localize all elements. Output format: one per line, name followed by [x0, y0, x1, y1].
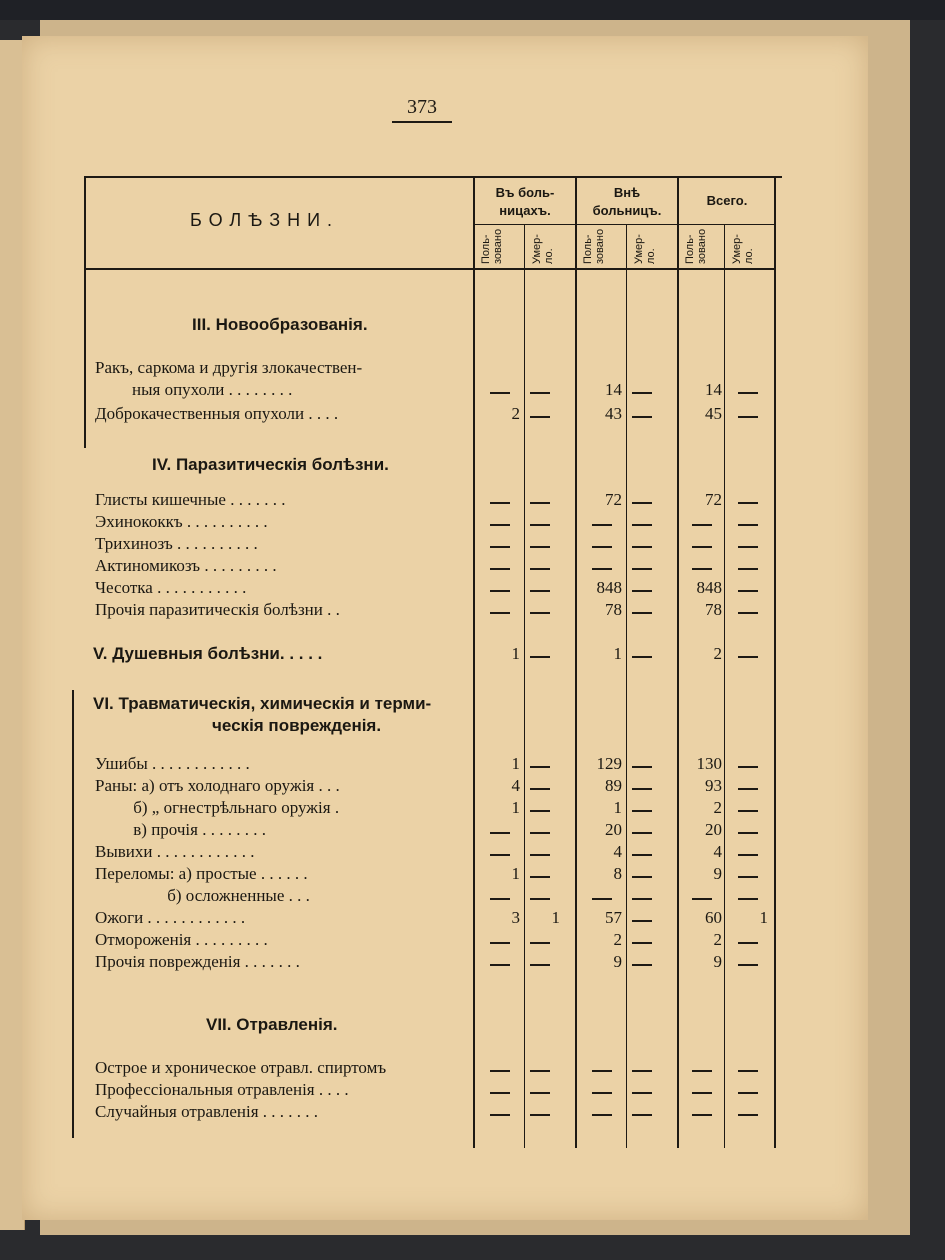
subcol-treated-1: Поль- зовано	[480, 228, 504, 264]
cell-value: 45	[705, 404, 722, 423]
cell-dash	[738, 788, 758, 790]
cell-dash	[632, 810, 652, 812]
cell-dash	[530, 656, 550, 658]
cell-dash	[530, 788, 550, 790]
cell-dash	[692, 1092, 712, 1094]
cell-dash	[632, 964, 652, 966]
cell-dash	[738, 590, 758, 592]
cell-dash	[738, 942, 758, 944]
cell-value: 848	[696, 578, 722, 597]
col-divider-5	[724, 224, 725, 1148]
cell-dash	[632, 876, 652, 878]
cell-dash	[738, 524, 758, 526]
cell-value: 2	[613, 930, 622, 949]
col-divider-4	[677, 176, 679, 1148]
cell-dash	[530, 612, 550, 614]
cell-value: 1	[613, 798, 622, 817]
row-label-continuation: ныя опухоли . . . . . . . .	[132, 380, 293, 399]
cell-value: 8	[613, 864, 622, 883]
cell-value: 4	[511, 776, 520, 795]
cell-value: 20	[605, 820, 622, 839]
cell-dash	[490, 502, 510, 504]
cell-dash	[738, 392, 758, 394]
cell-dash	[738, 766, 758, 768]
cell-dash	[530, 942, 550, 944]
cell-value: 1	[759, 908, 768, 927]
row-label: Доброкачественныя опухоли . . . .	[95, 404, 339, 423]
cell-value: 78	[605, 600, 622, 619]
cell-value: 1	[511, 754, 520, 773]
row-label: Глисты кишечные . . . . . . .	[95, 490, 286, 509]
row-label: б) осложненные . . .	[95, 886, 310, 905]
cell-dash	[738, 1070, 758, 1072]
cell-value: 72	[605, 490, 622, 509]
row-label: б) „ огнестрѣльнаго оружія .	[95, 798, 340, 817]
section-title-trauma-line1: VI. Травматическія, химическія и терми-	[93, 694, 432, 713]
cell-dash	[632, 568, 652, 570]
cell-dash	[632, 502, 652, 504]
cell-value: 1	[511, 864, 520, 883]
cell-value: 9	[613, 952, 622, 971]
cell-value: 1	[511, 644, 520, 663]
cell-dash	[632, 524, 652, 526]
cell-value: 129	[596, 754, 622, 773]
cell-dash	[632, 920, 652, 922]
col-divider-label	[473, 176, 475, 1148]
row-label: Трихинозъ . . . . . . . . . .	[95, 534, 258, 553]
cell-dash	[592, 1092, 612, 1094]
left-border-lower	[72, 690, 74, 1138]
right-border	[774, 176, 776, 1148]
cell-value: 14	[705, 380, 722, 399]
col-divider-1	[524, 224, 525, 1148]
group-header-outside-hospitals: Внѣ больницъ.	[592, 185, 662, 218]
cell-dash	[738, 854, 758, 856]
cell-dash	[490, 612, 510, 614]
col-divider-2	[575, 176, 577, 1148]
cell-dash	[632, 392, 652, 394]
cell-dash	[490, 568, 510, 570]
cell-dash	[592, 898, 612, 900]
cell-dash	[738, 612, 758, 614]
group-header-total: Всего.	[706, 193, 748, 208]
section-title-parasitic: IV. Паразитическія болѣзни.	[152, 455, 389, 474]
cell-dash	[592, 568, 612, 570]
cell-dash	[530, 590, 550, 592]
cell-dash	[692, 568, 712, 570]
cell-dash	[530, 810, 550, 812]
cell-dash	[592, 1070, 612, 1072]
subcol-died-3: Умер- ло.	[731, 234, 755, 264]
cell-dash	[490, 524, 510, 526]
cell-dash	[530, 876, 550, 878]
cell-dash	[490, 898, 510, 900]
cell-value: 9	[713, 864, 722, 883]
cell-value: 1	[551, 908, 560, 927]
section-title-neoplasms: III. Новообразованія.	[192, 315, 368, 334]
cell-dash	[530, 1070, 550, 1072]
section-title-poisoning: VII. Отравленія.	[206, 1015, 338, 1034]
row-label: Профессіональныя отравленія . . . .	[95, 1080, 349, 1099]
cell-value: 4	[713, 842, 722, 861]
cell-dash	[738, 810, 758, 812]
column-header-diseases: БОЛѢЗНИ.	[190, 210, 340, 230]
cell-value: 14	[605, 380, 622, 399]
cell-dash	[530, 546, 550, 548]
cell-dash	[530, 832, 550, 834]
subcol-treated-2: Поль- зовано	[582, 228, 606, 264]
cell-value: 2	[713, 930, 722, 949]
header-bottom-rule	[84, 268, 774, 270]
cell-dash	[738, 832, 758, 834]
row-label: Прочія поврежденія . . . . . . .	[95, 952, 300, 971]
cell-dash	[530, 416, 550, 418]
cell-dash	[692, 546, 712, 548]
cell-dash	[530, 898, 550, 900]
cell-value: 43	[605, 404, 622, 423]
row-label: Ожоги . . . . . . . . . . . .	[95, 908, 246, 927]
row-label: Эхинококкъ . . . . . . . . . .	[95, 512, 268, 531]
cell-value: 848	[596, 578, 622, 597]
cell-dash	[632, 898, 652, 900]
cell-value: 2	[713, 798, 722, 817]
cell-dash	[632, 656, 652, 658]
row-label: Случайныя отравленія . . . . . . .	[95, 1102, 319, 1121]
cell-dash	[490, 1092, 510, 1094]
cell-dash	[692, 1070, 712, 1072]
cell-dash	[490, 546, 510, 548]
cell-dash	[692, 524, 712, 526]
cell-value: 1	[613, 644, 622, 663]
cell-dash	[738, 568, 758, 570]
section-title-trauma-line2: ческія поврежденія.	[212, 716, 382, 735]
cell-value: 2	[511, 404, 520, 423]
cell-dash	[530, 568, 550, 570]
cell-dash	[490, 392, 510, 394]
cell-dash	[738, 876, 758, 878]
cell-value: 89	[605, 776, 622, 795]
row-label: Отмороженія . . . . . . . . .	[95, 930, 268, 949]
cell-dash	[530, 502, 550, 504]
page-number: 373	[392, 96, 452, 123]
cell-dash	[632, 942, 652, 944]
cell-dash	[632, 416, 652, 418]
cell-dash	[692, 898, 712, 900]
section-title-mental: V. Душевныя болѣзни. . . . .	[93, 644, 323, 663]
row-label: Чесотка . . . . . . . . . . .	[95, 578, 247, 597]
cell-dash	[592, 546, 612, 548]
cell-dash	[530, 1092, 550, 1094]
cell-dash	[490, 942, 510, 944]
row-label: Острое и хроническое отравл. спиртомъ	[95, 1058, 387, 1077]
row-label: Вывихи . . . . . . . . . . . .	[95, 842, 255, 861]
subcol-died-1: Умер- ло.	[531, 234, 555, 264]
cell-dash	[530, 854, 550, 856]
cell-value: 2	[713, 644, 722, 663]
cell-dash	[530, 524, 550, 526]
cell-dash	[738, 1092, 758, 1094]
row-label: в) прочія . . . . . . . .	[95, 820, 266, 839]
cell-dash	[490, 854, 510, 856]
col-divider-3	[626, 224, 627, 1148]
cell-dash	[592, 524, 612, 526]
cell-value: 93	[705, 776, 722, 795]
cell-dash	[530, 766, 550, 768]
cell-dash	[738, 546, 758, 548]
cell-value: 9	[713, 952, 722, 971]
cell-dash	[632, 590, 652, 592]
cell-dash	[530, 1114, 550, 1116]
cell-dash	[490, 1070, 510, 1072]
cell-dash	[632, 832, 652, 834]
cell-dash	[632, 612, 652, 614]
cell-dash	[490, 964, 510, 966]
cell-dash	[738, 964, 758, 966]
subcol-died-2: Умер- ло.	[633, 234, 657, 264]
row-label: Раны: а) отъ холоднаго оружія . . .	[95, 776, 340, 795]
cell-value: 130	[696, 754, 722, 773]
cell-dash	[632, 546, 652, 548]
cell-dash	[490, 832, 510, 834]
cell-value: 3	[511, 908, 520, 927]
cell-dash	[490, 1114, 510, 1116]
cell-dash	[632, 1092, 652, 1094]
cell-dash	[490, 590, 510, 592]
group-header-in-hospitals: Въ боль- ницахъ.	[495, 185, 555, 218]
cell-dash	[738, 1114, 758, 1116]
cell-dash	[632, 1070, 652, 1072]
cell-dash	[738, 656, 758, 658]
row-label: Ушибы . . . . . . . . . . . .	[95, 754, 250, 773]
cell-value: 4	[613, 842, 622, 861]
row-label: Переломы: а) простые . . . . . .	[95, 864, 308, 883]
cell-dash	[692, 1114, 712, 1116]
cell-dash	[632, 788, 652, 790]
left-border	[84, 176, 86, 448]
cell-dash	[738, 898, 758, 900]
subcol-treated-3: Поль- зовано	[684, 228, 708, 264]
row-label: Актиномикозъ . . . . . . . . .	[95, 556, 277, 575]
cell-dash	[530, 964, 550, 966]
cell-dash	[738, 416, 758, 418]
cell-dash	[530, 392, 550, 394]
cell-value: 20	[705, 820, 722, 839]
cell-dash	[632, 1114, 652, 1116]
cell-value: 78	[705, 600, 722, 619]
cell-dash	[738, 502, 758, 504]
cell-dash	[592, 1114, 612, 1116]
cell-dash	[632, 766, 652, 768]
row-label: Ракъ, саркома и другія злокачествен-	[95, 358, 363, 377]
cell-value: 1	[511, 798, 520, 817]
cell-value: 60	[705, 908, 722, 927]
row-label: Прочія паразитическія болѣзни . .	[95, 600, 340, 619]
cell-dash	[632, 854, 652, 856]
cell-value: 72	[705, 490, 722, 509]
cell-value: 57	[605, 908, 622, 927]
